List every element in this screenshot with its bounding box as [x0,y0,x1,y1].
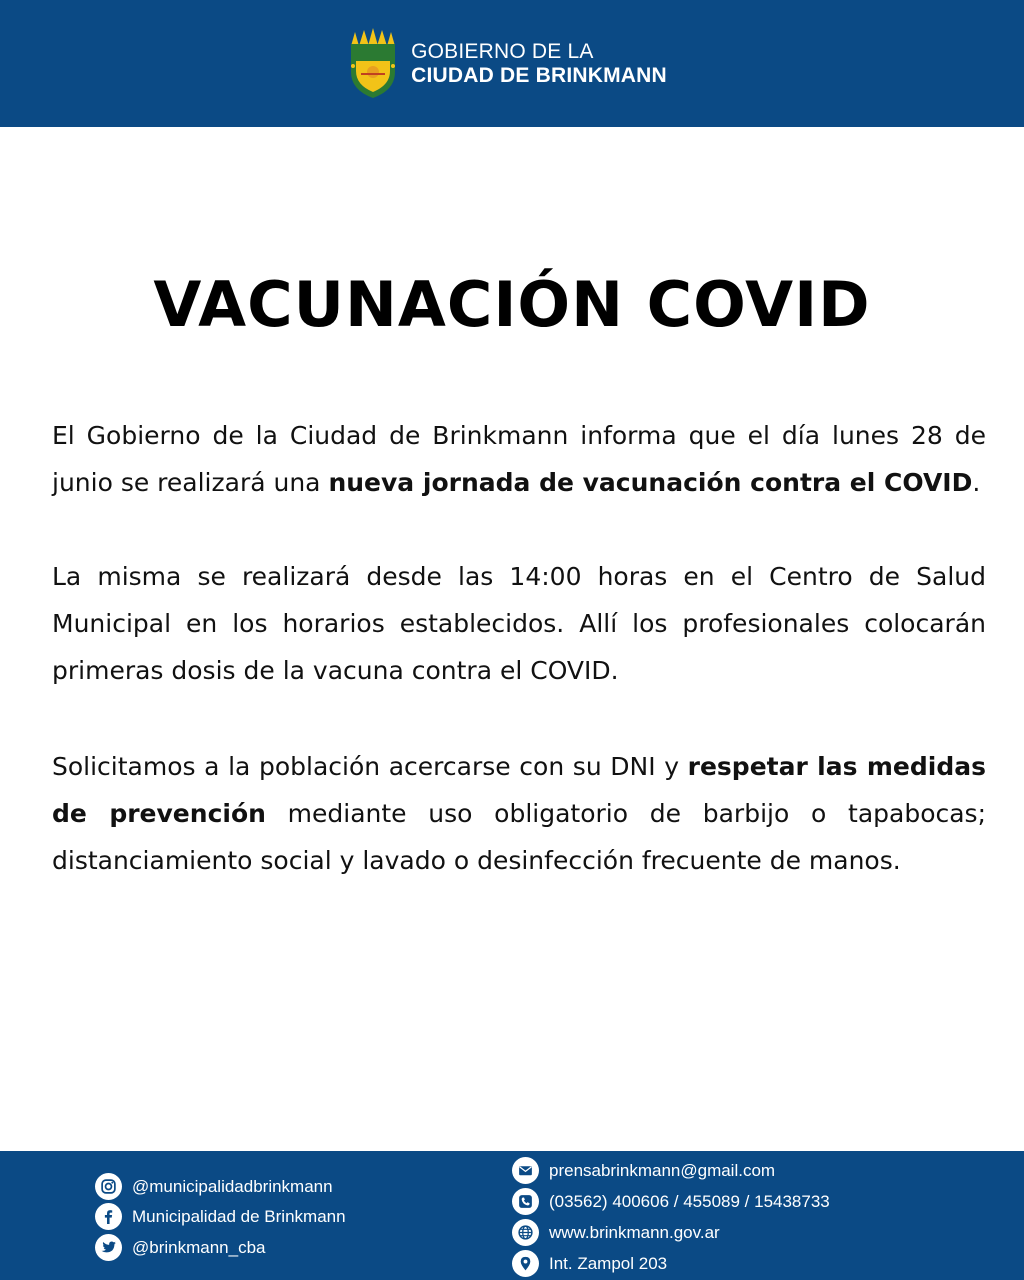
p1-text-c: . [972,468,981,497]
footer-facebook[interactable] [95,1203,346,1230]
p1-text-bold: nueva jornada de vacunación contra el COVID [328,468,973,497]
email-icon [512,1157,539,1184]
header-band [0,0,1024,127]
header-line-1: GOBIERNO DE LA [411,39,594,63]
globe-icon [512,1219,539,1246]
footer-instagram-text: @municipalidadbrinkmann [132,1176,333,1196]
page-title: VACUNACIÓN COVID [153,268,871,341]
p3-text-a: Solicitamos a la población acercarse con su DNI y [52,752,688,781]
footer-facebook-text: Municipalidad de Brinkmann [132,1206,346,1226]
p3-text-c: mediante uso obligatorio de barbijo o tapabocas; distanciamiento social y lavado o desinfección frecuente de manos. [52,799,987,875]
paragraph-details [52,553,986,694]
header-line-2: CIUDAD DE BRINKMANN [411,63,667,87]
footer-website[interactable] [512,1219,720,1246]
p2-text: La misma se realizará desde las 14:00 horas en el Centro de Salud Municipal en los horarios establecidos. Allí los profesionales colocarán primeras dosis de la vacuna contra el COVID. [52,562,986,685]
footer-address[interactable] [512,1250,667,1277]
footer-address-text: Int. Zampol 203 [549,1253,668,1273]
footer-instagram[interactable] [95,1173,333,1200]
footer-website-text: www.brinkmann.gov.ar [549,1222,720,1242]
header-text [411,40,667,87]
footer-email[interactable] [512,1157,775,1184]
paragraph-announcement [52,412,986,506]
footer-twitter-text: @brinkmann_cba [132,1237,266,1257]
city-crest-icon [347,28,399,100]
footer-email-text: prensabrinkmann@gmail.com [549,1160,776,1180]
footer-phone-text: (03562) 400606 / 455089 / 15438733 [549,1191,830,1211]
location-pin-icon [512,1250,539,1277]
header-logo-group [347,28,667,100]
instagram-icon [95,1173,122,1200]
paragraph-request [52,743,986,884]
facebook-icon [95,1203,122,1230]
p1-text-a: El Gobierno de la Ciudad de Brinkmann informa que el día lunes 28 de junio se realizará una [52,421,986,497]
footer-band [0,1151,1024,1280]
footer-phone[interactable] [512,1188,830,1215]
footer-twitter[interactable] [95,1234,266,1261]
p3-text-bold: respetar las medidas de prevención [52,752,986,828]
phone-icon [512,1188,539,1215]
twitter-icon [95,1234,122,1261]
